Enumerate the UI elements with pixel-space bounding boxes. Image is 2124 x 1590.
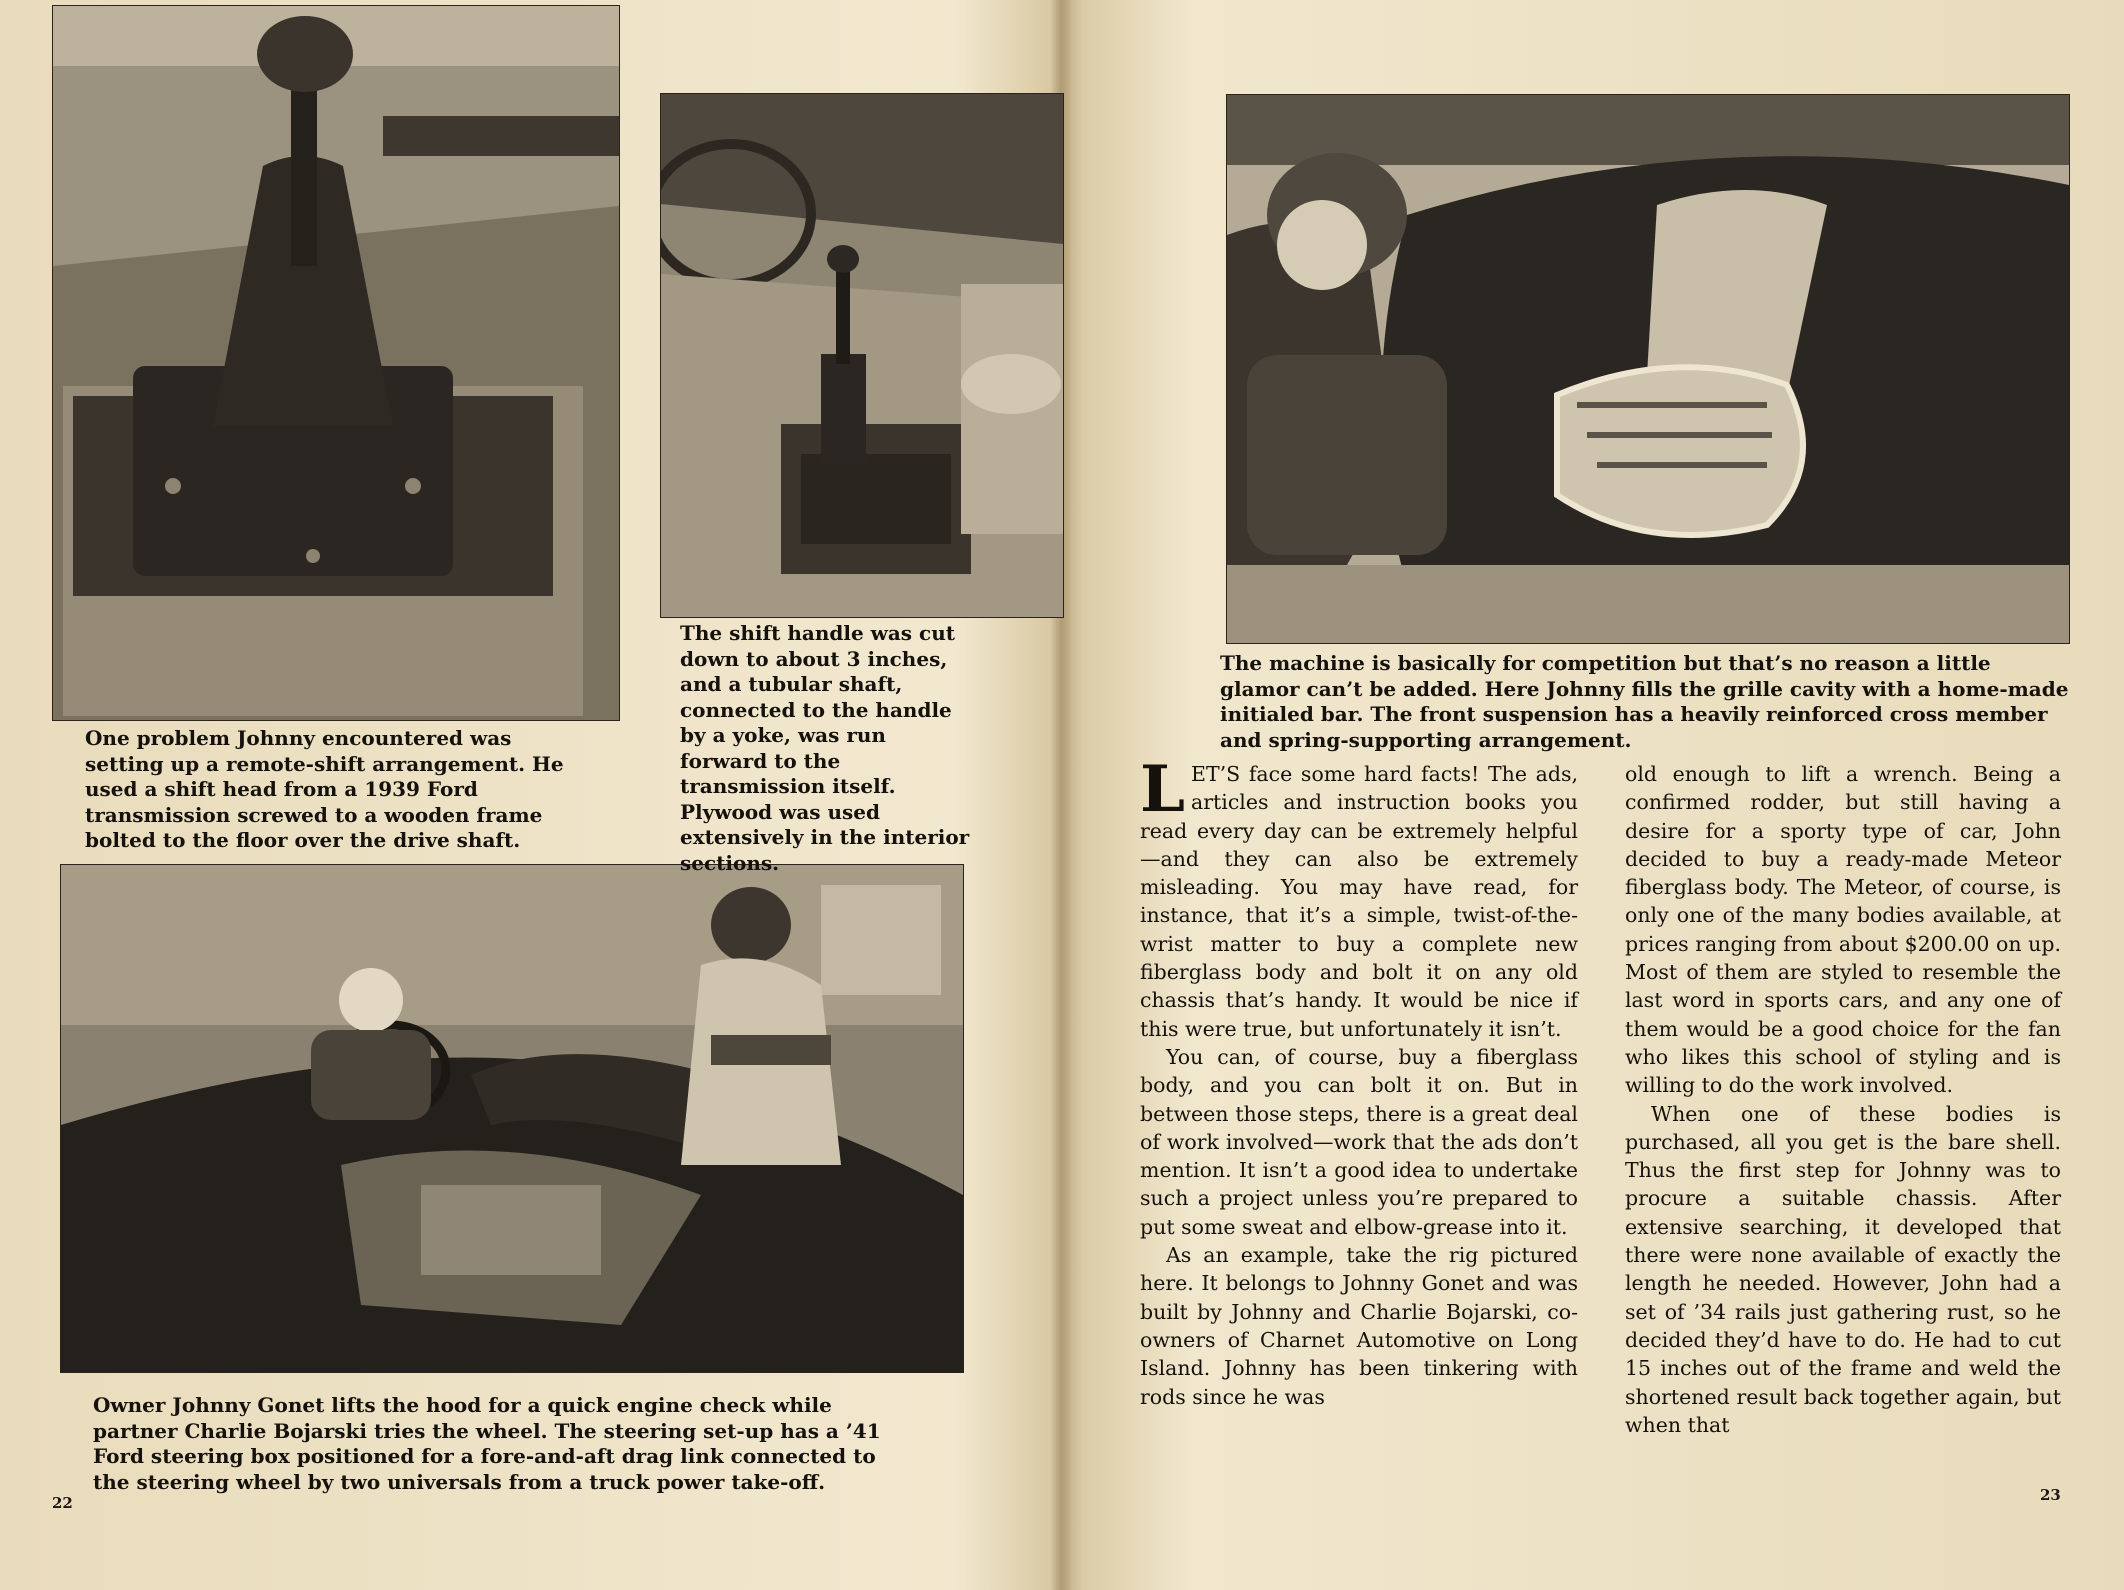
shift-head-caption: One problem Johnny encountered was setting up a remote-shift arrangement. He used a shift head from a 1939 Ford transmission screwed to a wooden frame bolted to the floor over the drive shaft. bbox=[85, 726, 564, 852]
article-paragraph: old enough to lift a wrench. Being a confirmed rodder, but still having a desire for a sporty type of car, John decided to buy a ready-made Meteor fiberglass body. The Meteor, of course, is only one of the many bodies available, at prices ranging from about $200.00 on up. Most of them are styled to resemble the last word in sports cars, and any one of them would be a good choice for the fan who likes this school of styling and is willing to do the work involved. bbox=[1625, 762, 2061, 1098]
shift-head-illustration bbox=[53, 6, 619, 720]
drop-cap: L bbox=[1140, 752, 1185, 827]
page-number-right: 23 bbox=[2040, 1486, 2061, 1504]
grille-bar-illustration bbox=[1227, 95, 2069, 643]
grille-bar-caption: The machine is basically for competition but that’s no reason a little glamor can’t be added. Here Johnny fills the grille cavity with a home-made initialed bar. The front suspension has a heavily reinforced cross member and spring-supporting arrangement. bbox=[1220, 651, 2069, 752]
grille-bar-photo bbox=[1226, 94, 2070, 644]
article-paragraph: As an example, take the rig pictured here. It belongs to Johnny Gonet and was built by Johnny and Charlie Bojarski, co-owners of Charnet Automotive on Long Island. Johnny has been tinkering with rods since he was bbox=[1140, 1243, 1578, 1409]
shift-handle-photo bbox=[660, 93, 1064, 618]
article-paragraph: When one of these bodies is purchased, all you get is the bare shell. Thus the first step for Johnny was to procure a suitable chassis. After extensive searching, it developed that there were none available of exactly the length he needed. However, John had a set of ’34 rails just gathering rust, so he decided they’d have to do. He had to cut 15 inches out of the frame and weld the shortened result back together again, but when that bbox=[1625, 1101, 2061, 1437]
shift-head-photo bbox=[52, 5, 620, 721]
article-paragraph: LET’S face some hard facts! The ads, articles and instruction books you read every day can be extremely helpful—and they can also be extremely misleading. You may have read, for instance, that it’s a simple, twist-of-the-wrist matter to buy a complete new fiberglass body and bolt it on any old chassis that’s handy. It would be nice if this were true, but unfortunately it isn’t. bbox=[1140, 752, 1578, 1041]
shift-handle-illustration bbox=[661, 94, 1063, 617]
shift-handle-caption: The shift handle was cut down to about 3 inches, and a tubular shaft, connected to the handle by a yoke, was run forward to the transmission itself. Plywood was used extensively in the interior sections. bbox=[680, 621, 970, 875]
engine-check-photo bbox=[60, 864, 964, 1373]
article-column-1 bbox=[1140, 752, 1578, 1411]
article-column-2 bbox=[1625, 760, 2061, 1439]
page-number-left: 22 bbox=[52, 1494, 73, 1512]
article-paragraph: You can, of course, buy a fiberglass body, and you can bolt it on. But in between those steps, there is a great deal of work involved—work that the ads don’t mention. It isn’t a good idea to undertake such a project unless you’re prepared to put some sweat and elbow-grease into it. bbox=[1140, 1044, 1578, 1239]
engine-check-illustration bbox=[61, 865, 963, 1372]
engine-check-caption: Owner Johnny Gonet lifts the hood for a quick engine check while partner Charlie Bojarski tries the wheel. The steering set-up has a ’41 Ford steering box positioned for a fore-and-aft drag link connected to the steering wheel by two universals from a truck power take-off. bbox=[93, 1393, 881, 1494]
